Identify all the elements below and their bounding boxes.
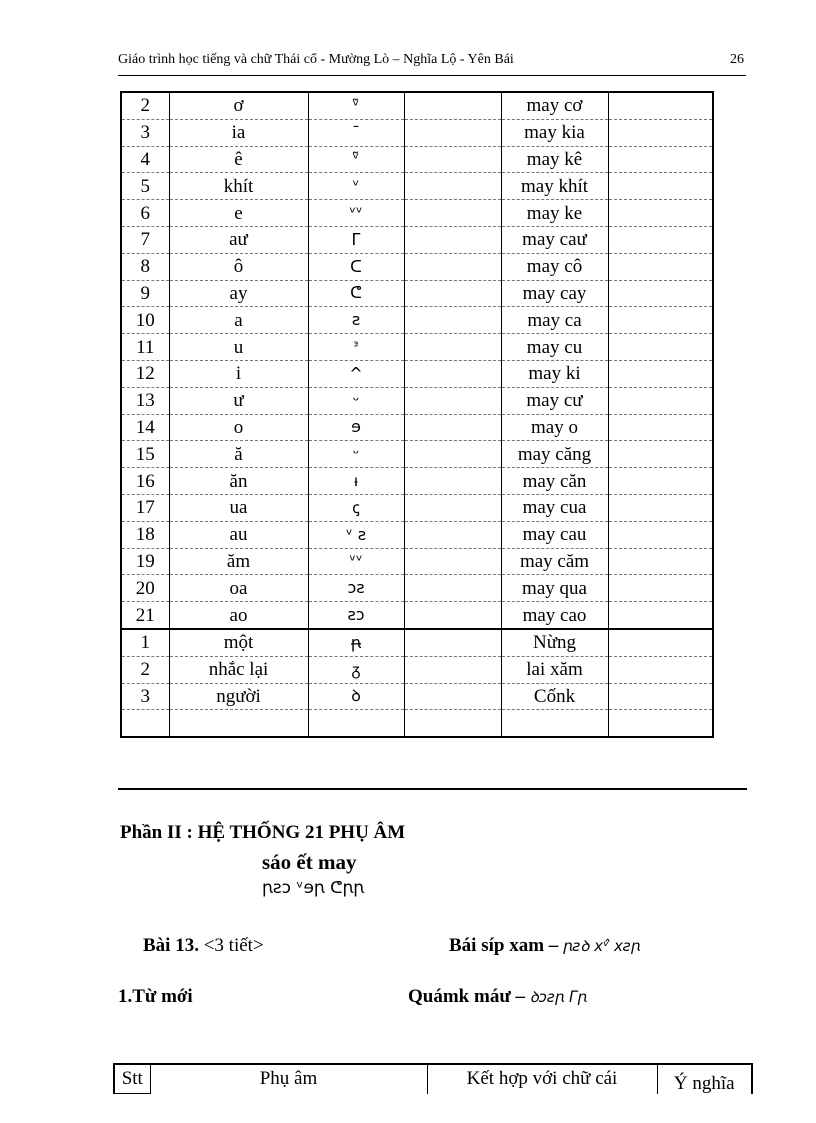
cell-empty	[608, 146, 713, 173]
cell-example: may qua	[501, 575, 608, 602]
vowel-table-body	[121, 92, 713, 737]
cell-vowel: o	[169, 414, 308, 441]
consonant-table-header	[114, 1064, 752, 1094]
cell-empty	[404, 226, 501, 253]
cell-vowel: oa	[169, 575, 308, 602]
cell-example: may kê	[501, 146, 608, 173]
vowel-row	[121, 468, 713, 495]
cell-example: may cay	[501, 280, 608, 307]
cell-empty	[404, 548, 501, 575]
cell-thai-script: ɘ	[308, 414, 404, 441]
cell-thai-script: ꞃ̶	[308, 629, 404, 656]
vowel-table	[120, 91, 714, 738]
cell-vowel: ăn	[169, 468, 308, 495]
cell-vowel: ê	[169, 146, 308, 173]
cell-number: 3	[121, 119, 169, 146]
vowel-row	[121, 253, 713, 280]
cell-thai-script: ᵹ	[308, 656, 404, 683]
cell-example: may cô	[501, 253, 608, 280]
cell-number: 8	[121, 253, 169, 280]
cell-empty	[608, 548, 713, 575]
cell-number: 4	[121, 146, 169, 173]
cell-empty	[404, 602, 501, 629]
cell-vowel: i	[169, 360, 308, 387]
cell-empty	[608, 683, 713, 710]
vowel-row	[121, 146, 713, 173]
cell-example: Nừng	[501, 629, 608, 656]
cell-example: may cua	[501, 494, 608, 521]
cell-thai-script: ᵕ	[308, 441, 404, 468]
cell-empty	[608, 307, 713, 334]
cell-empty	[404, 280, 501, 307]
cell-vowel: aư	[169, 226, 308, 253]
cell-thai-script: ^	[308, 360, 404, 387]
cell-empty	[121, 710, 169, 738]
word-row	[121, 683, 713, 710]
cell-number: 3	[121, 683, 169, 710]
cell-example: may căng	[501, 441, 608, 468]
cell-empty	[608, 656, 713, 683]
cell-empty	[608, 334, 713, 361]
cell-number: 5	[121, 173, 169, 200]
cell-empty	[404, 521, 501, 548]
cell-empty	[501, 710, 608, 738]
cell-example: may khít	[501, 173, 608, 200]
cell-vowel: ay	[169, 280, 308, 307]
cell-thai-script: ᑕ	[308, 253, 404, 280]
cell-empty	[169, 710, 308, 738]
vowel-row	[121, 334, 713, 361]
cell-number: 19	[121, 548, 169, 575]
cell-thai-script: ᵛᵛ	[308, 548, 404, 575]
lesson-heading	[143, 935, 264, 957]
cell-empty	[404, 629, 501, 656]
cell-number: 12	[121, 360, 169, 387]
cell-vowel: ua	[169, 494, 308, 521]
cell-vowel: ư	[169, 387, 308, 414]
cell-vowel: a	[169, 307, 308, 334]
cell-example: may cư	[501, 387, 608, 414]
cell-thai-script: ƨɔ	[308, 602, 404, 629]
cell-number: 17	[121, 494, 169, 521]
cell-thai-script: ᵛ̃	[308, 92, 404, 119]
cell-vowel: một	[169, 629, 308, 656]
cell-empty	[404, 468, 501, 495]
vowel-row	[121, 575, 713, 602]
cell-thai-script: ᵛ	[308, 173, 404, 200]
cell-vowel: người	[169, 683, 308, 710]
cell-number: 15	[121, 441, 169, 468]
cell-example: may caư	[501, 226, 608, 253]
cell-example: may o	[501, 414, 608, 441]
cell-empty	[608, 119, 713, 146]
cell-empty	[404, 683, 501, 710]
cell-empty	[608, 629, 713, 656]
cell-empty	[404, 575, 501, 602]
cell-thai-script: ᵛ̃	[308, 146, 404, 173]
cell-empty	[608, 92, 713, 119]
vowel-row	[121, 602, 713, 629]
cell-thai-script: ˉ	[308, 119, 404, 146]
part-subtitle-thai: ꞃƨɔ ᵛɘꞃ ᕦꞃꞃ	[262, 878, 365, 898]
cell-empty	[608, 226, 713, 253]
cell-empty	[608, 468, 713, 495]
cell-example: may cơ	[501, 92, 608, 119]
header-phu-am: Phụ âm	[150, 1064, 427, 1094]
cell-empty	[404, 253, 501, 280]
cell-number: 2	[121, 92, 169, 119]
cell-example: may căm	[501, 548, 608, 575]
lesson-right-thai: ꞃƨꝺ xᵛ̂ xƨꞃ	[563, 937, 641, 955]
cell-example: Cốnk	[501, 683, 608, 710]
vowel-row	[121, 414, 713, 441]
lesson-label: Bài 13.	[143, 935, 199, 956]
header-y-nghia-text: Ý nghĩa	[673, 1073, 735, 1095]
cell-number: 20	[121, 575, 169, 602]
cell-empty	[404, 146, 501, 173]
cell-thai-script: ᵌ	[308, 334, 404, 361]
cell-thai-script: ᵛᵛ	[308, 200, 404, 227]
cell-number: 9	[121, 280, 169, 307]
vowel-row	[121, 521, 713, 548]
cell-empty	[404, 334, 501, 361]
cell-thai-script: ꝺ	[308, 683, 404, 710]
cell-example: lai xăm	[501, 656, 608, 683]
cell-empty	[608, 360, 713, 387]
cell-empty	[608, 494, 713, 521]
vocab-right-label: Quámk máư –	[408, 986, 525, 1007]
cell-example: may cao	[501, 602, 608, 629]
cell-empty	[608, 602, 713, 629]
cell-vowel: ô	[169, 253, 308, 280]
cell-thai-script: ᵕ	[308, 387, 404, 414]
cell-vowel: ă	[169, 441, 308, 468]
vowel-row	[121, 548, 713, 575]
cell-empty	[404, 441, 501, 468]
header-title: Giáo trình học tiếng và chữ Thái cổ - Mường Lò – Nghĩa Lộ - Yên Bái	[118, 52, 514, 67]
cell-number: 16	[121, 468, 169, 495]
cell-vowel: u	[169, 334, 308, 361]
cell-example: may cau	[501, 521, 608, 548]
vowel-row	[121, 387, 713, 414]
header-stt: Stt	[114, 1064, 150, 1094]
section-separator	[118, 788, 747, 790]
vowel-row	[121, 307, 713, 334]
vocab-heading-right	[408, 986, 587, 1008]
cell-thai-script: ᵼ	[308, 468, 404, 495]
vowel-row	[121, 441, 713, 468]
cell-empty	[404, 360, 501, 387]
cell-number: 13	[121, 387, 169, 414]
lesson-right-label: Bái síp xam –	[449, 935, 559, 956]
lesson-duration: <3 tiết>	[203, 935, 264, 956]
header-y-nghia	[657, 1064, 752, 1094]
vowel-row	[121, 360, 713, 387]
cell-number: 10	[121, 307, 169, 334]
cell-vowel: khít	[169, 173, 308, 200]
header-rule	[118, 75, 746, 76]
cell-number: 14	[121, 414, 169, 441]
word-row	[121, 629, 713, 656]
vowel-row	[121, 226, 713, 253]
vocab-heading: 1.Từ mới	[118, 986, 193, 1007]
cell-example: may kia	[501, 119, 608, 146]
lesson-heading-right	[449, 935, 640, 957]
cell-empty	[608, 200, 713, 227]
cell-number: 18	[121, 521, 169, 548]
cell-example: may cu	[501, 334, 608, 361]
cell-number: 2	[121, 656, 169, 683]
cell-vowel: ao	[169, 602, 308, 629]
cell-empty	[404, 710, 501, 738]
vowel-row	[121, 119, 713, 146]
vowel-row	[121, 92, 713, 119]
cell-thai-script: ƨ	[308, 307, 404, 334]
cell-number: 21	[121, 602, 169, 629]
cell-empty	[608, 441, 713, 468]
cell-empty	[608, 710, 713, 738]
cell-thai-script: ꞔ	[308, 494, 404, 521]
cell-number: 6	[121, 200, 169, 227]
cell-number: 1	[121, 629, 169, 656]
cell-empty	[404, 387, 501, 414]
vowel-row	[121, 494, 713, 521]
cell-example: may ke	[501, 200, 608, 227]
vocab-right-thai: ꝺɔƨꞃ ᒥꞃ	[529, 988, 587, 1006]
cell-example: may ki	[501, 360, 608, 387]
cell-empty	[404, 173, 501, 200]
cell-vowel: ăm	[169, 548, 308, 575]
cell-example: may căn	[501, 468, 608, 495]
word-row	[121, 656, 713, 683]
cell-number: 7	[121, 226, 169, 253]
part-subtitle: sáo ết may	[262, 850, 357, 874]
consonant-table	[113, 1063, 753, 1094]
cell-vowel: nhắc lại	[169, 656, 308, 683]
cell-example: may ca	[501, 307, 608, 334]
page-number: 26	[730, 52, 744, 67]
cell-vowel: au	[169, 521, 308, 548]
cell-thai-script: ɔƨ	[308, 575, 404, 602]
blank-row	[121, 710, 713, 738]
cell-empty	[608, 253, 713, 280]
cell-thai-script: ᕦ	[308, 280, 404, 307]
cell-empty	[608, 521, 713, 548]
cell-vowel: e	[169, 200, 308, 227]
cell-empty	[608, 575, 713, 602]
cell-empty	[404, 414, 501, 441]
cell-empty	[608, 173, 713, 200]
cell-thai-script: ᒥ	[308, 226, 404, 253]
cell-empty	[308, 710, 404, 738]
cell-empty	[404, 307, 501, 334]
cell-empty	[404, 92, 501, 119]
cell-thai-script: ᵛ ƨ	[308, 521, 404, 548]
cell-vowel: ia	[169, 119, 308, 146]
cell-empty	[404, 119, 501, 146]
vowel-row	[121, 280, 713, 307]
part-title: Phần II : HỆ THỐNG 21 PHỤ ÂM	[120, 822, 406, 843]
vowel-row	[121, 200, 713, 227]
cell-empty	[404, 656, 501, 683]
cell-empty	[608, 387, 713, 414]
vowel-row	[121, 173, 713, 200]
cell-empty	[608, 414, 713, 441]
cell-empty	[404, 494, 501, 521]
cell-vowel: ơ	[169, 92, 308, 119]
page-header	[118, 50, 746, 72]
cell-empty	[608, 280, 713, 307]
cell-empty	[404, 200, 501, 227]
cell-number: 11	[121, 334, 169, 361]
header-ket-hop: Kết hợp với chữ cái	[427, 1064, 657, 1094]
